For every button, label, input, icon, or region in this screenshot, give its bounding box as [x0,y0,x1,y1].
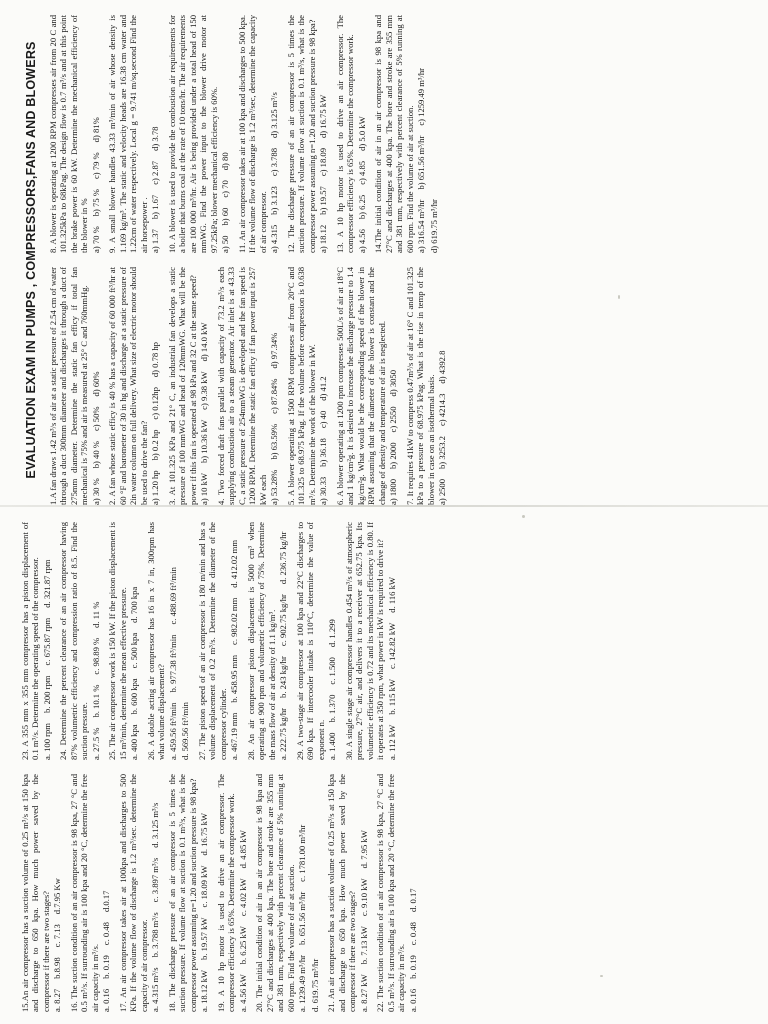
answer-options [388,267,398,505]
answer-option: b. 200 rpm [41,675,52,713]
question-text: 20. The initial condition of air in an air compressor is 98 kpa and 27°C and discharges at 400 kpa. The bore and stroke are 355 mm and 381 mm, respectively with percent clearance of 5% running at 600 rpm. Find the volume of air at suction. [254,774,296,1012]
question-text: 1.A fan draws 1.42 m³/s of air at a static pressure of 2.54 cm of water through a duct 300mm diameter and discharges it through a duct of 275mm diameter. Determine the static fan efficy if total fan mechanical is 75% and air is measured at 25° C and 760mmHg. [48,267,90,505]
answer-options [91,15,101,253]
page-fold-line [0,505,768,507]
answer-option: c. 9.10 kW [358,878,369,917]
answer-options [416,15,439,253]
answer-options [318,15,328,253]
question-text: 10. A blower is used to provide the combustion air requirements for a boiler that burns coal at the rate of 10 tons/hr. The air requirements are 100 000 m³/hr. Air is being provided under a total head of 150 mmWG. Find the power input to the blower drive motor at 97.25kPa; blower mechanical efficiency is 60%. [166,15,219,253]
question-item [246,522,289,760]
question-text: 7. It requires 41kW to compress 0.47m³/s of air at 16° C and 101.325 kPa to a pressure of 68.975 kPag. What is the rise in temp of the blower in case on an isothermal basis. [404,267,436,505]
answer-option: c) 70 [220,180,231,198]
answer-option: d.0.17 [101,890,112,913]
question-item [335,15,367,253]
answer-option: a) 4.56 [356,229,367,253]
question-item [107,15,160,253]
answer-option: b) 6.25 [356,194,367,220]
lower-question-columns [20,522,424,1012]
question-column [48,15,453,253]
question-text: 11. An air compressor takes air at 100 kpa and discharges to 500 kpa. If the volume flow of discharge is 1.2 m³/sec, determine the capacity of air compressor. [236,15,268,253]
answer-option: b) 63.59% [269,423,280,460]
answer-option: a. 0.16 [407,988,418,1012]
answer-options [101,774,111,1012]
answer-option: b. 600 kpa [129,678,140,715]
answer-option: b) 40 % [90,441,101,469]
answer-option: a. 100 rpm [41,723,52,760]
answer-option: c) 50% [90,406,101,432]
answer-option: c) 4214.3 [436,393,447,427]
answer-option: a. 1.400 [327,732,338,760]
answer-option: a) 70 % [90,226,101,253]
answer-option: b. 243 kg/hr [278,656,289,698]
answer-options [52,774,62,1012]
answer-options [91,522,101,760]
answer-option: a. 4.315 m³/s [150,967,161,1012]
answer-option: c. 500 kpa [129,632,140,669]
question-item [295,522,338,760]
answer-option: b. 651.56 m³/hr [297,891,308,945]
answer-option: c) 18.09 [318,148,329,177]
answer-option: c. 3.897 m³/s [150,857,161,903]
answer-option: b. 1.370 [327,694,338,723]
answer-option: c. 4.02 kW [237,878,248,917]
question-text: 9. A small blower handles 43.33 m³/min of air whose density is 1.169 kg/m³. The static and velocity heads are 16.38 cm water and 1.22cm of water respectively. Local g = 9.741 m/sq.second Find the air horsepower . [107,15,149,253]
answer-option: b) 19.57 [318,186,329,215]
answer-options [150,774,160,1012]
answer-option: a) 10 kW [199,473,210,505]
question-item [405,267,448,505]
answer-option: d. 321.87 rpm [41,559,52,608]
answer-option: a) 316.54 m³/hr [416,199,427,253]
answer-options [297,774,320,1012]
question-text: 6. A blower operating at 1200 rpm compresses 500L/s of air at 18°C and 1 kg/cm²g. It is desired to increase the discharge pressure to 1.4 kg/cm²g. What would be the corresponding speed of the blower in RPM assuming that the diameter of the blower is constant and the change of density and temperature of air is neglected. [334,267,387,505]
answer-option: b) 75 % [90,189,101,217]
question-item [326,774,369,1012]
question-item [216,267,280,505]
answer-option: a) 30 % [90,478,101,505]
question-text: 3. At 101.325 KPa and 21° C, an industrial fan develops a static pressure of 100 mmWG and head of 120mmWG. What will be the power if this fan is operated at 98 kPa and 32 C at the same speed? [166,267,198,505]
answer-option: a. 467.19 mm [229,712,240,760]
answer-option: c. 902.75 kg/hr [278,594,289,647]
answer-option: d. 412.02 mm [229,539,240,588]
answer-option: d. 569.56 ft³/min [180,702,191,760]
answer-option: c) 40 [318,410,329,429]
answer-options [408,774,418,1012]
question-item [373,15,439,253]
question-column [48,267,453,505]
question-text: 26. A double acting air compressor has 16 in x 7 in, 300rpm has what volume displacement? [145,522,167,760]
answer-option: b. 0.19 [407,955,418,979]
answer-option: b) 3253.2 [436,436,447,469]
answer-option: d. 16.75 kW [199,812,210,856]
question-item [58,522,101,760]
answer-option: a. 1239.49 m³/hr [297,955,308,1012]
answer-options [91,267,101,505]
answer-option: a) 18.12 [318,224,329,253]
question-text: 14.The initial condition of air in an air compressor is 98 kpa and 27°C and discharges at 400 kpa. The bore and stroke are 355 mm and 381 mm, respectively with percent clearance of 5% running at 600 rpm. Find the volume of air at suction. [373,15,415,253]
answer-options [359,774,369,1012]
answer-option: b) 36.18 [318,438,329,467]
answer-options [229,522,239,760]
question-text: 29. A two-stage air compressor at 100 kpa and 22°C discharges to 690 kpa. If intercooler intake is 110°C, determine the value of exponent n. [294,522,326,760]
answer-option: d. 0.17 [407,888,418,913]
question-item [375,774,418,1012]
answer-options [42,522,52,760]
answer-option: d. 700 kpa [129,586,140,623]
answer-option: d) 80 [220,152,231,171]
answer-option: c) 3.788 [269,148,280,177]
answer-option: d) 0.78 hp [150,342,161,378]
answer-option: d) 41.2 [318,376,329,401]
question-item [48,15,101,253]
answer-option: c. 98.89 % [90,637,101,675]
question-item [167,774,210,1012]
question-text: 23. A 355 mm x 355 mm compressor has a piston displacement of 0.1 m³/s. Determine the operating speed of the compressor. [20,522,41,760]
question-item [254,774,320,1012]
answer-options [357,15,367,253]
answer-option: a. 400 kpa [129,724,140,760]
answer-options [269,15,279,253]
answer-options [269,267,279,505]
answer-options [278,522,288,760]
question-item [118,774,161,1012]
answer-option: a) 1.20 hp [150,470,161,505]
answer-option: b.8.98 [52,957,63,979]
question-item [344,522,397,760]
answer-option: d) 3.125 m³/s [269,92,280,138]
answer-option: b. 458.95 mm [229,654,240,703]
answer-options [150,15,160,253]
answer-option: b) 2000 [388,442,399,469]
answer-options [150,267,160,505]
answer-option: a. 0.16 [101,988,112,1012]
answer-options [220,15,230,253]
answer-option: d. 236.75 kg/hr [278,531,289,585]
answer-option: c. 0.48 [407,922,418,946]
answer-option: d. 1.299 [327,619,338,648]
question-item [335,267,399,505]
answer-option: b. 0.19 [101,955,112,979]
scan-speck [522,515,525,518]
answer-option: b. 7.13 kW [358,926,369,965]
question-text: 2. A fan whose static efficy is 40 % has a capacity of 60 000 ft³/hr at 60 °F and barometer of 30 in hg and discharge at a static pressure of 2in water column on full delivery. What size of electric motor should be used to drive the fan? [107,267,149,505]
answer-option: d. 4.85 kW [237,830,248,869]
answer-option: a) 50 [220,235,231,253]
question-item [20,522,52,760]
question-column [20,774,424,1012]
question-item [107,522,139,760]
question-text: 12. The discharge pressure of an air compressor is 5 times the suction pressure. If volume flow at suction is 0.1 m³/s, what is the compressor power assuming n=1.20 and suction pressure is 98 kpa? [285,15,317,253]
answer-option: a) 2500 [436,478,447,505]
answer-option: a. 8.27 kW [358,974,369,1012]
answer-option: a) 53.28% [269,469,280,505]
question-item [48,267,101,505]
answer-option: b) 10.36 kW [199,419,210,464]
answer-options [238,774,248,1012]
answer-option: b) 60 [220,207,231,226]
answer-option: c) 9.38 kW [199,371,210,410]
answer-option: b. 10.1 % [90,684,101,718]
answer-option: d) 619.75 m³/hr [428,199,439,253]
answer-option: c) 2550 [388,406,399,433]
answer-option: a) 30.33 [318,476,329,505]
answer-option: c) 1259.49 m³/hr [416,67,427,126]
question-text: 21. An air compressor has a suction volume of 0.25 m³/s at 150 kpa and discharge to 650 kpa. How much power saved by the compressor if there are two stages? [326,774,358,1012]
answer-options [199,267,209,505]
question-text: 8. A blower is operating at 1200 RPM compresses air from 20 C and 101.325kPa to 68kPag. The design flow is 0.7 m³/s and at this point the brake power is 60 kW. Determine the mechanical efficiency of the blower in % [48,15,90,253]
answer-option: a. 4.56 kW [237,974,248,1012]
answer-option: d) 3.78 [150,126,161,151]
answer-options [318,267,328,505]
answer-option: b) 1.67 [150,194,161,220]
answer-option: c. 982.02 mm [229,597,240,645]
answer-option: d. 3.125 m³/s [150,802,161,848]
question-item [167,15,231,253]
answer-options [129,522,139,760]
upper-question-columns [48,15,453,505]
question-item [216,774,248,1012]
answer-option: a. 18.12 kW [199,969,210,1012]
question-item [237,15,280,253]
answer-option: c) 4.85 [356,160,367,185]
answer-option: b. 115 kW [386,679,397,715]
question-text: 22. The suction condition of an air compressor is 98 kpa, 27 °C and 0.5 m³/s. If surrounding air is 100 kpa and 20 °C, determine the free air capacity in m³/s. [375,774,407,1012]
question-text: 16. The suction condition of an air compressor is 98 kpa, 27 °C and 0.5 m³/s. If surrounding air is 100 kpa and 20 °C, determine the free air capacity in m³/s. [68,774,100,1012]
question-text: 30. A single stage air compressor handles 0.454 m³/s of atmospheric pressure, 27°C air, and delivers it to a receiver at 652.75 kpa. Its volumetric efficiency is 0.72 and its mechanical efficiency is 0.80. If it operates at 350 rpm, what power in kW is required to drive it? [343,522,386,760]
question-text: 5. A blower operating at 1500 RPM compresses air from 20°C and 101.325 to 68.975 kPag. If the volume before compression is 0.638 m³/s. Determine the work of the blower in kW. [285,267,317,505]
lower-half-sheet [20,522,760,1012]
question-item [197,522,240,760]
answer-option: a) 4.315 [269,224,280,253]
answer-option: b) 0.2 hp [150,429,161,461]
answer-options [387,522,397,760]
answer-option: c. 1781.00 m³/hr [297,824,308,882]
answer-option: c. 1.500 [327,657,338,685]
answer-option: d) 5.0 kW [356,116,367,151]
answer-option: d. 11 % [90,601,101,628]
answer-options [168,522,191,760]
question-text: 28. An air compressor piston displacement is 5000 cm³ when operating at 900 rpm and volumetric efficiency of 75%. Determine the mass flow of air at density of 1.1 kg/m³. [245,522,277,760]
question-text: 25. The air compressor work is 150 kW. If the piston displacement is 15 m³/min, determine the mean effective pressure. [107,522,128,760]
upper-half-sheet [20,15,760,505]
answer-options [437,267,447,505]
question-text: 27. The piston speed of an air compressor is 180 m/min and has a volume displacement of 0.2 m³/s. Determine the diameter of the compressor cylinder. [196,522,228,760]
answer-option: d. 619.75 m³/hr [309,958,320,1012]
answer-options [199,774,209,1012]
question-item [286,267,329,505]
answer-option: d. 7.95 kW [358,830,369,869]
question-item [167,267,210,505]
answer-options [327,522,337,760]
answer-option: a) 1800 [388,478,399,505]
question-text: 24. Determine the percent clearance of an air compressor having 87% volumetric efficiency and compression ratio of 8.5. Find the suction pressure. [58,522,90,760]
question-text: 19. A 10 hp motor is used to drive an air compressor. The compressor efficiency is 65%. Determine the compressor work. [215,774,237,1012]
question-text: 13. A 10 hp motor is used to drive an air compressor. The compressor efficiency is 65%. Determine the compressor work. [334,15,356,253]
answer-option: c) 79 % [90,152,101,180]
question-text: 18. The discharge pressure of an air compressor is 5 times the suction pressure. If volume flow at suction is 0.1 m³/s, what is the compressor power assuming n=1.20 and suction pressure is 98 kpa? [166,774,198,1012]
question-item [20,774,63,1012]
question-item [69,774,112,1012]
answer-option: c) 2.87 [150,160,161,185]
exam-title: EVALUATION EXAM IN PUMPS , COMPRESSORS,FANS AND BLOWERS [24,41,38,479]
question-item [146,522,191,760]
answer-option: c) 87.84% [269,378,280,414]
answer-option: c. 142.82 kW [386,622,397,670]
question-text: 17. An air compressor takes air at 100kpa and discharges to 500 KPa. If the volume flow of discharge is 1.2 m³/sec. determine the capacity of air compressor. [117,774,149,1012]
answer-option: c. 7.13 [52,924,63,948]
answer-option: d) 4392.8 [436,350,447,384]
answer-option: b) 651.56 m³/hr [416,135,427,190]
answer-option: b. 977.38 ft³/min [167,634,178,693]
answer-option: c. 0.48 [101,922,112,946]
answer-option: c) 0.12hp [150,387,161,420]
answer-option: b. 19.57 kW [199,917,210,960]
answer-option: d) 14.0 kW [199,322,210,362]
question-text: 4. Two forced draft fans parallel with capacity of 73.2 m³/s each supplying combustion air to a steam generator. Air inlet is at 43.33 C, a static pressure of 254mmWG is developed and the fan speed is 1200 RPM. Determine the static fan efficy if fan power input is 257 kW each [215,267,268,505]
answer-option: d) 3050 [388,369,399,397]
answer-option: a) 1.37 [150,229,161,253]
question-column [20,522,424,760]
answer-option: a. 459.56 ft³/min [167,702,178,760]
question-text: 15.An air compressor has a suction volume of 0.25 m³/s at 150 kpa and discharge to 650 kpa. How much power saved by the compressor if there are two stages? [20,774,51,1012]
answer-option: c. 488.69 ft³/min [167,567,178,625]
answer-option: d) 16.75 kW [318,94,329,138]
answer-option: d) 81% [90,117,101,143]
answer-option: d.7.95 Kw [52,878,63,915]
answer-option: c. 675.87 rpm [41,617,52,666]
answer-option: a. 112 kW [386,724,397,760]
answer-option: a. 27.5 % [90,727,101,760]
answer-option: a. 222.75 kg/hr [278,707,289,760]
answer-option: b) 3.123 [269,186,280,215]
answer-option: b. 6.25 kW [237,926,248,965]
answer-option: b. 3.788 m³/s [150,912,161,958]
answer-option: d) 60% [90,371,101,397]
answer-option: d) 97.34% [269,332,280,369]
answer-option: d. 116 kW [386,576,397,613]
answer-option: c. 18.09 kW [199,865,210,908]
question-item [107,267,160,505]
question-item [286,15,329,253]
answer-option: a. 8.27 [52,988,63,1012]
